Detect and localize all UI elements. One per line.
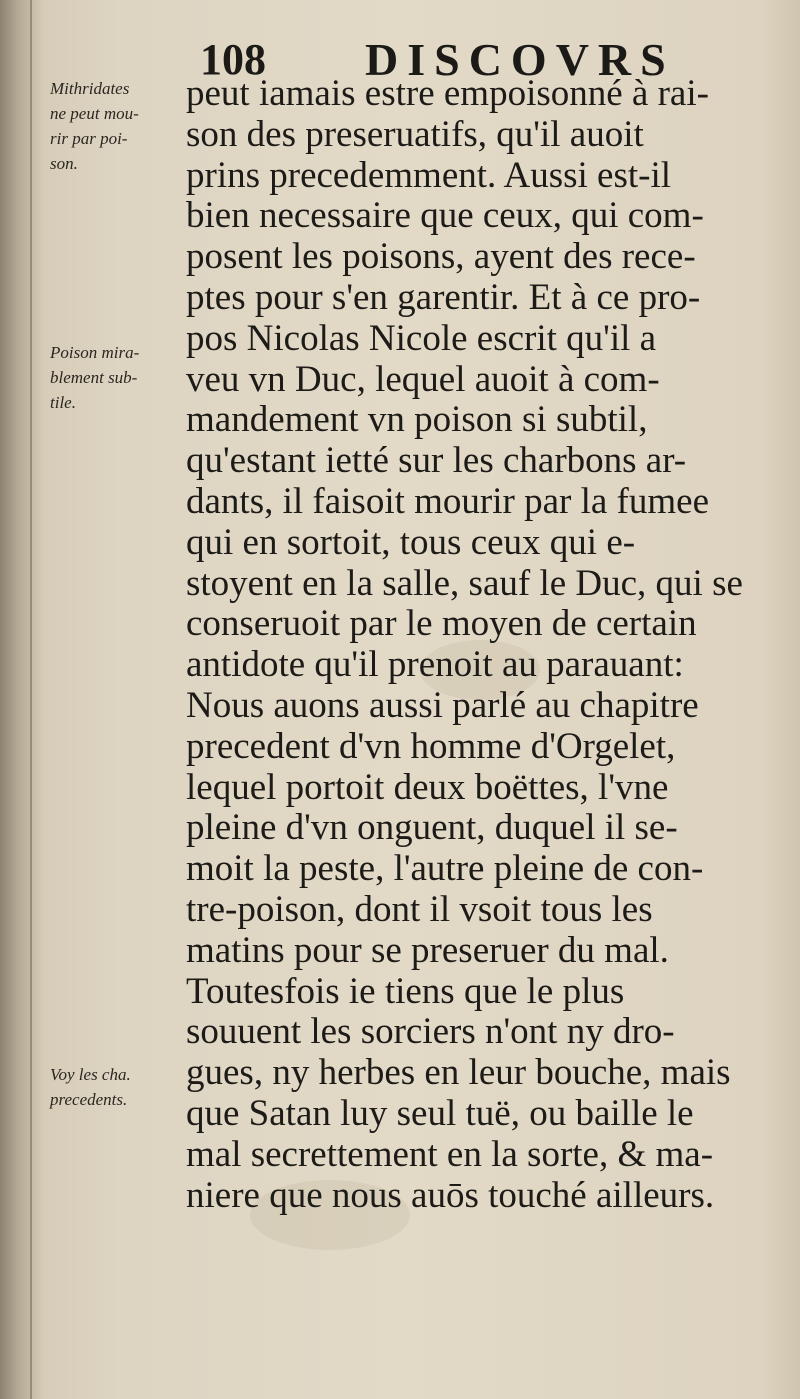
text-line: mandement vn poison si subtil, bbox=[186, 399, 648, 441]
margin-note-line: blement sub- bbox=[50, 368, 138, 387]
text-line: moit la peste, l'autre pleine de con- bbox=[186, 848, 704, 890]
text-line: stoyent en la salle, sauf le Duc, qui se bbox=[186, 562, 743, 604]
text-line: tre-poison, dont il vsoit tous les bbox=[186, 888, 653, 930]
text-line: niere que nous auōs touché ailleurs. bbox=[186, 1174, 715, 1216]
page-gutter bbox=[0, 0, 44, 1399]
text-line: antidote qu'il prenoit au parauant: bbox=[186, 644, 684, 686]
margin-note-line: son. bbox=[50, 154, 78, 173]
margin-note-line: Poison mira- bbox=[50, 343, 140, 362]
text-line: prins precedemment. Aussi est-il bbox=[186, 154, 672, 196]
text-line: matins pour se preseruer du mal. bbox=[186, 929, 669, 971]
text-line: Toutesfois ie tiens que le plus bbox=[186, 970, 625, 1012]
margin-note-line: precedents. bbox=[50, 1090, 128, 1109]
binding-edge bbox=[30, 0, 32, 1399]
body-text bbox=[186, 74, 766, 1216]
text-line: pos Nicolas Nicole escrit qu'il a bbox=[186, 317, 657, 359]
margin-note-poison bbox=[50, 340, 180, 415]
text-line: gues, ny herbes en leur bouche, mais bbox=[186, 1052, 731, 1094]
running-title: DISCOVRS bbox=[365, 34, 675, 85]
margin-note-chapters bbox=[50, 1062, 180, 1112]
text-line: peut iamais estre empoisonné à rai- bbox=[186, 73, 709, 114]
text-line: son des preseruatifs, qu'il auoit bbox=[186, 113, 644, 155]
text-line: mal secrettement en la sorte, & ma- bbox=[186, 1133, 714, 1175]
margin-note-line: tile. bbox=[50, 393, 76, 412]
margin-note-line: Mithridates bbox=[50, 79, 130, 98]
text-line: que Satan luy seul tuë, ou baille le bbox=[186, 1092, 694, 1134]
text-line: posent les poisons, ayent des rece- bbox=[186, 236, 696, 278]
page-number: 108 bbox=[200, 35, 266, 84]
text-line: souuent les sorciers n'ont ny dro- bbox=[186, 1011, 675, 1053]
text-line: Nous auons aussi parlé au chapitre bbox=[186, 684, 699, 726]
text-line: pleine d'vn onguent, duquel il se- bbox=[186, 807, 678, 849]
text-line: conseruoit par le moyen de certain bbox=[186, 603, 697, 645]
text-line: qu'estant ietté sur les charbons ar- bbox=[186, 440, 687, 482]
text-line: qui en sortoit, tous ceux qui e- bbox=[186, 521, 636, 563]
margin-note-line: Voy les cha. bbox=[50, 1065, 131, 1084]
text-line: precedent d'vn homme d'Orgelet, bbox=[186, 725, 676, 767]
margin-note-mithridates bbox=[50, 76, 180, 176]
text-line: ptes pour s'en garentir. Et à ce pro- bbox=[186, 276, 701, 318]
text-line: bien necessaire que ceux, qui com- bbox=[186, 195, 704, 237]
text-line: veu vn Duc, lequel auoit à com- bbox=[186, 358, 660, 400]
text-line: lequel portoit deux boëttes, l'vne bbox=[186, 766, 669, 808]
margin-note-line: ne peut mou- bbox=[50, 104, 139, 123]
text-line: dants, il faisoit mourir par la fumee bbox=[186, 480, 709, 522]
margin-note-line: rir par poi- bbox=[50, 129, 128, 148]
